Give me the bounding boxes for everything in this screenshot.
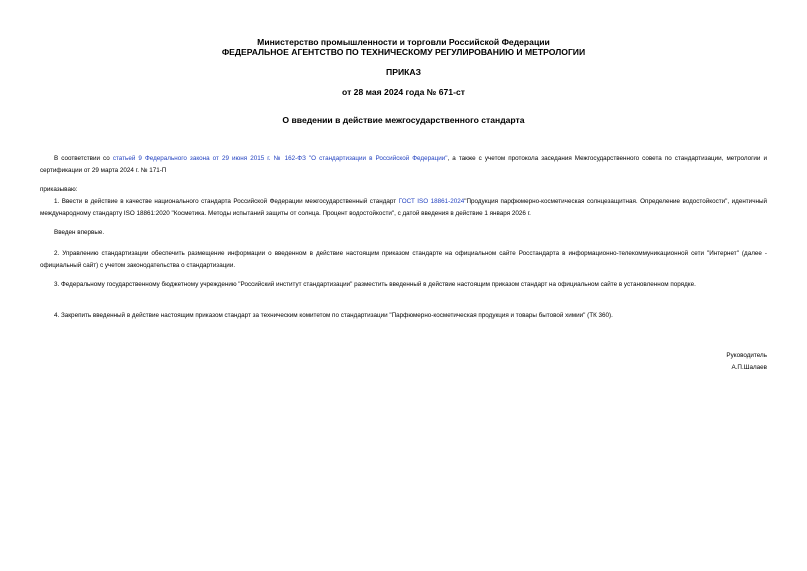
- agency-heading: ФЕДЕРАЛЬНОЕ АГЕНТСТВО ПО ТЕХНИЧЕСКОМУ РЕГУЛИРОВАНИЮ И МЕТРОЛОГИИ: [221, 47, 586, 57]
- item-1-text-end: "Продукция парфюмерно-косметическая солнцезащитная. Определение водостойкости", идентичный международному стандарту ISO 18861:2020 "Косметика. Методы испытаний защиты от солнца. Процент водостойкости", с датой введения в действие 1 января 2026 г.: [40, 198, 767, 217]
- order-date: от 28 мая 2024 года № 671-ст: [342, 87, 465, 97]
- preamble-text-start: В соответствии со: [54, 155, 113, 162]
- gost-standard-link[interactable]: ГОСТ ISO 18861-2024: [398, 198, 465, 205]
- item-1-paragraph: [40, 196, 767, 219]
- document-page: [40, 0, 767, 571]
- preamble-text-end: , а также с учетом протокола заседания Межгосударственного совета по стандартизации, метрологии и сертификации от 29 марта 2024 г. № 171-П: [40, 155, 767, 174]
- first-time-note: Введен впервые.: [54, 229, 105, 236]
- signature-name: А.П.Шалаев: [731, 364, 767, 371]
- order-word: приказываю:: [40, 186, 78, 193]
- item-3-paragraph: 3. Федеральному государственному бюджетному учреждению "Российский институт стандартизации" разместить введенный в действие настоящим приказом стандарт на официальном сайте в установленном порядке.: [54, 281, 696, 288]
- item-2-paragraph: 2. Управлению стандартизации обеспечить размещение информации о введенном в действие настоящим приказом стандарте на официальном сайте Росстандарта в информационно-телекоммуникационной сети "Интернет" (далее - официальный сайт) с учетом законодательства о стандартизации.: [40, 250, 767, 269]
- signature-position: Руководитель: [726, 352, 767, 359]
- order-title: ПРИКАЗ: [386, 67, 421, 77]
- preamble-paragraph: [40, 153, 767, 176]
- item-1-text-start: 1. Ввести в действие в качестве национального стандарта Российской Федерации межгосударственный стандарт: [54, 198, 399, 205]
- ministry-heading: Министерство промышленности и торговли Российской Федерации: [257, 37, 550, 47]
- order-subject: О введении в действие межгосударственного стандарта: [282, 115, 525, 125]
- federal-law-link[interactable]: статьей 9 Федерального закона от 29 июня 2015 г. № 162-ФЗ "О стандартизации в Российской Федерации": [112, 155, 448, 162]
- item-4-paragraph: 4. Закрепить введенный в действие настоящим приказом стандарт за техническим комитетом по стандартизации "Парфюмерно-косметическая продукция и товары бытовой химии" (ТК 360).: [54, 312, 613, 319]
